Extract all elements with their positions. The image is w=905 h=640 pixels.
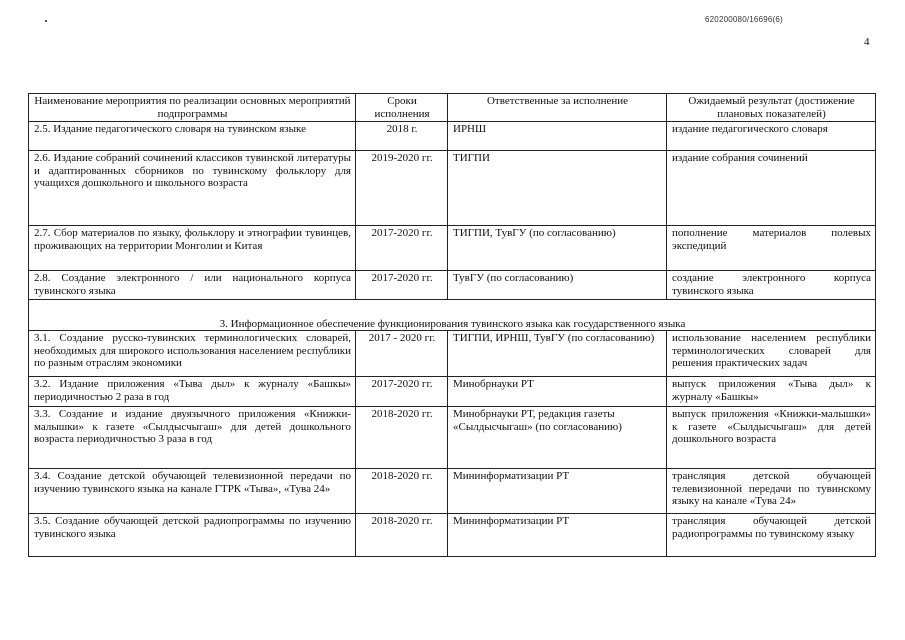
table-row [29, 514, 876, 557]
measure-term: 2018-2020 гг. [356, 407, 448, 469]
measure-result: издание педагогического словаря [667, 122, 876, 151]
measure-responsible: ТувГУ (по согласованию) [448, 271, 667, 300]
table-row [29, 407, 876, 469]
measure-name: 3.4. Создание детской обучающей телевизионной передачи по изучению тувинского языка на канале ГТРК «Тыва», «Тува 24» [29, 469, 356, 514]
measure-name: 2.8. Создание электронного / или национального корпуса тувинского языка [29, 271, 356, 300]
column-header-name: Наименование мероприятия по реализации основных мероприятий подпрограммы [29, 94, 356, 122]
measure-result: пополнение материалов полевых экспедиций [667, 226, 876, 271]
page-number: 4 [864, 36, 870, 48]
measure-responsible: ТИГПИ, ИРНШ, ТувГУ (по согласованию) [448, 331, 667, 377]
column-header-result: Ожидаемый результат (достижение плановых показателей) [667, 94, 876, 122]
measure-responsible: ТИГПИ, ТувГУ (по согласованию) [448, 226, 667, 271]
table-header-row [29, 94, 876, 122]
measure-term: 2017 - 2020 гг. [356, 331, 448, 377]
table-row [29, 226, 876, 271]
measure-term: 2017-2020 гг. [356, 271, 448, 300]
measure-name: 3.1. Создание русско-тувинских терминологических словарей, необходимых для широкого использования населением республики по разным отраслям экономики [29, 331, 356, 377]
document-number: 620200080/16696(6) [705, 15, 783, 24]
measure-responsible: Минобрнауки РТ [448, 377, 667, 407]
table-row [29, 122, 876, 151]
measures-table [28, 93, 876, 557]
measure-result: трансляция детской обучающей телевизионной передачи по тувинскому языку на канале «Тува 24» [667, 469, 876, 514]
measure-term: 2018-2020 гг. [356, 469, 448, 514]
section-row [29, 300, 876, 331]
measure-result: трансляция обучающей детской радиопрограммы по тувинскому языку [667, 514, 876, 557]
measure-name: 3.3. Создание и издание двуязычного приложения «Книжки-малышки» к газете «Сылдысчыгаш» для детей дошкольного возраста периодичностью 3 раза в год [29, 407, 356, 469]
measure-term: 2018-2020 гг. [356, 514, 448, 557]
measure-term: 2018 г. [356, 122, 448, 151]
measure-term: 2017-2020 гг. [356, 226, 448, 271]
measure-result: выпуск приложения «Книжки-малышки» к газете «Сылдысчыгаш» для детей дошкольного возраста [667, 407, 876, 469]
table-row [29, 469, 876, 514]
measure-name: 2.7. Сбор материалов по языку, фольклору и этнографии тувинцев, проживающих на территории Монголии и Китая [29, 226, 356, 271]
section-title: 3. Информационное обеспечение функционирования тувинского языка как государственного языка [29, 300, 876, 331]
measure-name: 2.6. Издание собраний сочинений классиков тувинской литературы и адаптированных сборников по тувинскому фольклору для учащихся дошкольного и школьного возраста [29, 151, 356, 226]
measure-term: 2019-2020 гг. [356, 151, 448, 226]
measure-responsible: Минобрнауки РТ, редакция газеты «Сылдысчыгаш» (по согласованию) [448, 407, 667, 469]
measure-result: использование населением республики терминологических словарей для решения практических задач [667, 331, 876, 377]
measure-responsible: ТИГПИ [448, 151, 667, 226]
measure-result: издание собрания сочинений [667, 151, 876, 226]
table-row [29, 271, 876, 300]
measure-name: 2.5. Издание педагогического словаря на тувинском языке [29, 122, 356, 151]
measure-result: выпуск приложения «Тыва дыл» к журналу «Башкы» [667, 377, 876, 407]
measure-responsible: Мининформатизации РТ [448, 469, 667, 514]
table-row [29, 331, 876, 377]
table-row [29, 377, 876, 407]
table-row [29, 151, 876, 226]
measure-name: 3.5. Создание обучающей детской радиопрограммы по изучению тувинского языка [29, 514, 356, 557]
column-header-term: Сроки исполнения [356, 94, 448, 122]
measure-responsible: Мининформатизации РТ [448, 514, 667, 557]
measure-result: создание электронного корпуса тувинского языка [667, 271, 876, 300]
column-header-responsible: Ответственные за исполнение [448, 94, 667, 122]
measure-term: 2017-2020 гг. [356, 377, 448, 407]
measure-name: 3.2. Издание приложения «Тыва дыл» к журналу «Башкы» периодичностью 2 раза в год [29, 377, 356, 407]
measure-responsible: ИРНШ [448, 122, 667, 151]
scan-speck [45, 20, 47, 22]
